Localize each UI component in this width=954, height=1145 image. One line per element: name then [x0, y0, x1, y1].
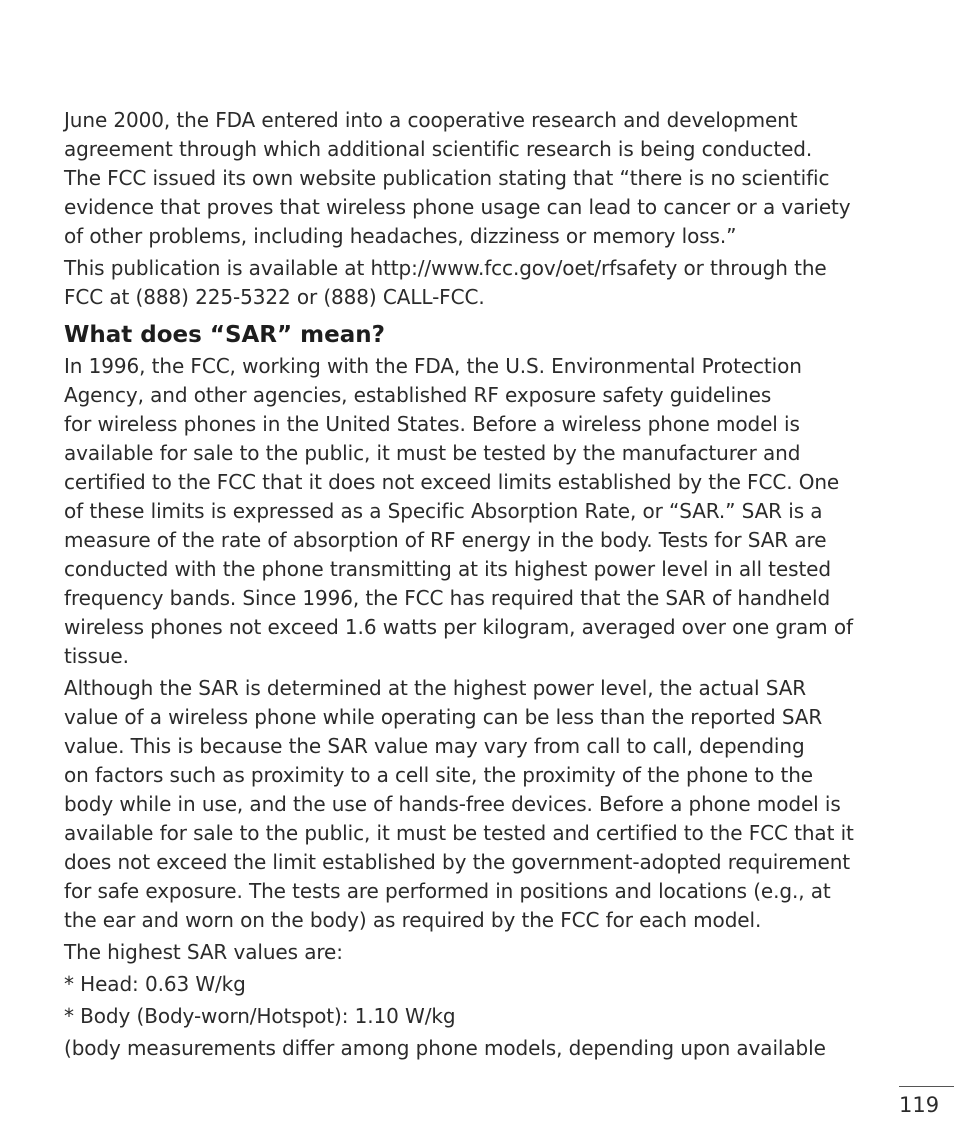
paragraph-sar-measurement — [64, 674, 914, 935]
paragraph-highest-sar: The highest SAR values are: — [64, 940, 343, 964]
section-heading-sar: What does “SAR” mean? — [64, 322, 385, 348]
text-line: agreement through which additional scientific research is being conducted. — [64, 137, 813, 161]
text-line: of other problems, including headaches, dizziness or memory loss.” — [64, 224, 737, 248]
page-number: 119 — [899, 1093, 940, 1117]
text-line: June 2000, the FDA entered into a cooperative research and development — [64, 108, 798, 132]
text-line: on factors such as proximity to a cell site, the proximity of the phone to the — [64, 763, 813, 787]
text-line: conducted with the phone transmitting at its highest power level in all tested — [64, 557, 831, 581]
sar-head-value: * Head: 0.63 W/kg — [64, 972, 246, 996]
text-line: the ear and worn on the body) as required by the FCC for each model. — [64, 908, 762, 932]
text-line: evidence that proves that wireless phone usage can lead to cancer or a variety — [64, 195, 851, 219]
paragraph-publication-availability — [64, 254, 914, 312]
page-body — [64, 106, 914, 1066]
text-line: body while in use, and the use of hands-free devices. Before a phone model is — [64, 792, 841, 816]
text-line: This publication is available at http://www.fcc.gov/oet/rfsafety or through the — [64, 256, 827, 280]
text-line: frequency bands. Since 1996, the FCC has required that the SAR of handheld — [64, 586, 831, 610]
paragraph-fda-research — [64, 106, 914, 251]
text-line: does not exceed the limit established by the government-adopted requirement — [64, 850, 851, 874]
text-line: for wireless phones in the United States. Before a wireless phone model is — [64, 412, 800, 436]
text-line: In 1996, the FCC, working with the FDA, the U.S. Environmental Protection — [64, 354, 802, 378]
sar-body-value: * Body (Body-worn/Hotspot): 1.10 W/kg — [64, 1004, 456, 1028]
text-line: available for sale to the public, it must be tested and certified to the FCC that it — [64, 821, 854, 845]
paragraph-sar-definition — [64, 352, 914, 671]
text-line: value. This is because the SAR value may vary from call to call, depending — [64, 734, 805, 758]
footer-divider — [899, 1086, 954, 1087]
text-line: wireless phones not exceed 1.6 watts per kilogram, averaged over one gram of — [64, 615, 853, 639]
text-line: FCC at (888) 225-5322 or (888) CALL-FCC. — [64, 285, 485, 309]
text-line: for safe exposure. The tests are performed in positions and locations (e.g., at — [64, 879, 831, 903]
text-line: available for sale to the public, it must be tested by the manufacturer and — [64, 441, 801, 465]
text-line: certified to the FCC that it does not exceed limits established by the FCC. One — [64, 470, 840, 494]
text-line: Agency, and other agencies, established RF exposure safety guidelines — [64, 383, 772, 407]
text-line: Although the SAR is determined at the highest power level, the actual SAR — [64, 676, 807, 700]
text-line: of these limits is expressed as a Specific Absorption Rate, or “SAR.” SAR is a — [64, 499, 823, 523]
text-line: value of a wireless phone while operating can be less than the reported SAR — [64, 705, 823, 729]
text-line: tissue. — [64, 644, 129, 668]
text-line: The FCC issued its own website publication stating that “there is no scientific — [64, 166, 830, 190]
paragraph-body-measurements: (body measurements differ among phone models, depending upon available — [64, 1036, 826, 1060]
text-line: measure of the rate of absorption of RF energy in the body. Tests for SAR are — [64, 528, 827, 552]
